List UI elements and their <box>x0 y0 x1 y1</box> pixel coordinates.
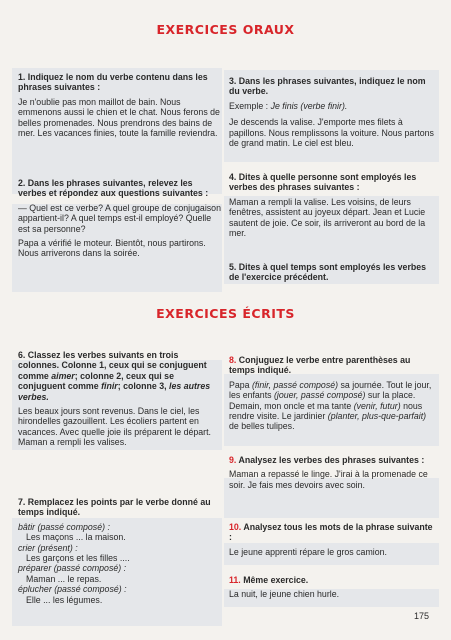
written-ex8-text-2: sa journée. Tout le jour, les enfants <box>229 379 432 401</box>
written-ex10 <box>229 522 435 557</box>
written-ex9-number: 9. <box>229 455 237 465</box>
written-ex8-question: Conjuguez le verbe entre parenthèses au temps indiqué. <box>229 355 411 376</box>
written-ex6-text: Les beaux jours sont revenus. Dans le ciel, les hirondelles gazouillent. Les écoliers partent en vacances. Avec quelle joie ils préparent le départ. Maman a rempli les valises. <box>18 406 211 448</box>
written-ex7-line-2: Les garçons et les filles .... <box>26 553 130 564</box>
written-ex8-hint-2: (jouer, passé composé) <box>274 390 366 401</box>
written-ex8-text-1: Papa <box>229 379 252 390</box>
written-ex9-text: Maman a repassé le linge. J'irai à la promenade ce soir. Je fais mes devoirs avec soin. <box>229 469 428 490</box>
written-ex7-question: 7. Remplacez les points par le verbe donné au temps indiqué. <box>18 497 211 518</box>
oral-ex3-example-label: Exemple : <box>229 100 271 111</box>
written-ex7-verb-3: préparer (passé composé) : <box>18 563 127 574</box>
written-ex8-hint-1: (finir, passé composé) <box>252 379 339 390</box>
oral-ex1 <box>18 72 221 138</box>
written-ex6-q2: ; colonne 2, ceux qui se conjuguent comme <box>18 370 174 392</box>
written-ex7-line-1: Les maçons ... la maison. <box>26 532 126 543</box>
heading-oral-exercises: EXERCICES ORAUX <box>156 22 295 37</box>
written-ex6-q3: ; colonne 3, <box>117 381 170 392</box>
written-ex8-text-3: sur la place. Demain, mon oncle et ma tante <box>229 390 416 411</box>
oral-ex3-question: 3. Dans les phrases suivantes, indiquez le nom du verbe. <box>229 76 426 97</box>
oral-ex3-text: Je descends la valise. J'emporte mes filets à papillons. Nous remplissons la voiture. Nous partons de grand matin. Le ciel est bleu. <box>229 117 434 149</box>
oral-ex2-subquestion: — Quel est ce verbe? A quel groupe de conjugaison appartient-il? A quel temps est-il employé? Quelle est sa personne? <box>18 202 221 234</box>
written-ex11-question: Même exercice. <box>240 575 309 585</box>
written-ex11-number: 11. <box>229 575 241 585</box>
page-number: 175 <box>413 611 429 621</box>
oral-ex1-text: Je n'oublie pas mon maillot de bain. Nous emmenons aussi le chien et le chat. Nous ferons de belles promenades. Nous prendrons des bains de mer. Les vacances finies, toute la famille reviendra. <box>18 96 220 139</box>
written-ex8-number: 8. <box>229 355 237 365</box>
written-ex6-q2-verb: finir <box>101 381 118 392</box>
written-ex10-number: 10. <box>229 522 242 532</box>
written-ex6-q1-verb: aimer <box>51 370 75 381</box>
written-ex11 <box>229 575 435 600</box>
written-ex9-question: Analysez les verbes des phrases suivantes : <box>236 455 425 465</box>
oral-ex2-text: Papa a vérifié le moteur. Bientôt, nous partirons. Nous arriverons dans la soirée. <box>18 238 206 259</box>
written-ex8-text-4: nous rendre visite. Le jardinier <box>229 400 423 422</box>
written-ex11-text: La nuit, le jeune chien hurle. <box>229 589 340 600</box>
written-ex6-q3-text: les autres verbes. <box>18 381 211 402</box>
written-ex7-verb-2: crier (présent) : <box>18 542 78 553</box>
oral-ex4-question: 4. Dites à quelle personne sont employés les verbes des phrases suivantes : <box>229 172 417 193</box>
written-ex6 <box>18 350 221 448</box>
written-ex8-hint-3: (venir, futur) <box>353 400 401 411</box>
oral-ex5-question: 5. Dites à quel temps sont employés les verbes de l'exercice précédent. <box>229 262 427 283</box>
written-ex6-q1: 6. Classez les verbes suivants en trois colonnes. Colonne 1, ceux qui se conjuguent comme <box>18 350 207 381</box>
written-ex9 <box>229 455 435 490</box>
oral-ex4 <box>229 172 435 238</box>
written-ex7-verb-1: bâtir (passé composé) : <box>18 521 110 532</box>
written-ex10-question: Analysez tous les mots de la phrase suivante : <box>229 522 433 543</box>
oral-ex2 <box>18 178 221 259</box>
written-ex7-line-4: Elle ... les légumes. <box>26 594 103 605</box>
oral-ex2-question: 2. Dans les phrases suivantes, relevez les verbes et répondez aux questions suivantes : <box>18 178 209 199</box>
written-ex7 <box>18 497 221 605</box>
oral-ex5 <box>229 262 435 287</box>
oral-ex4-text: Maman a rempli la valise. Les voisins, de leurs fenêtres, assistent au joyeux départ. Jean et Lucie sautent de joie. Ce soir, ils arriveront au bord de la mer. <box>229 196 426 239</box>
written-ex7-verb-4: éplucher (passé composé) : <box>18 584 127 595</box>
written-ex8-text-5: de belles tulipes. <box>229 421 295 432</box>
written-ex8 <box>229 355 435 432</box>
oral-ex3-example-text: Je finis (verbe finir). <box>270 100 348 111</box>
heading-written-exercises: EXERCICES ÉCRITS <box>156 306 295 321</box>
written-ex7-line-3: Maman ... le repas. <box>26 573 102 584</box>
oral-ex1-question: 1. Indiquez le nom du verbe contenu dans les phrases suivantes : <box>18 72 208 93</box>
oral-ex3 <box>229 76 435 148</box>
written-ex10-text: Le jeune apprenti répare le gros camion. <box>229 546 387 557</box>
written-ex8-hint-4: (planter, plus-que-parfait) <box>327 411 427 422</box>
